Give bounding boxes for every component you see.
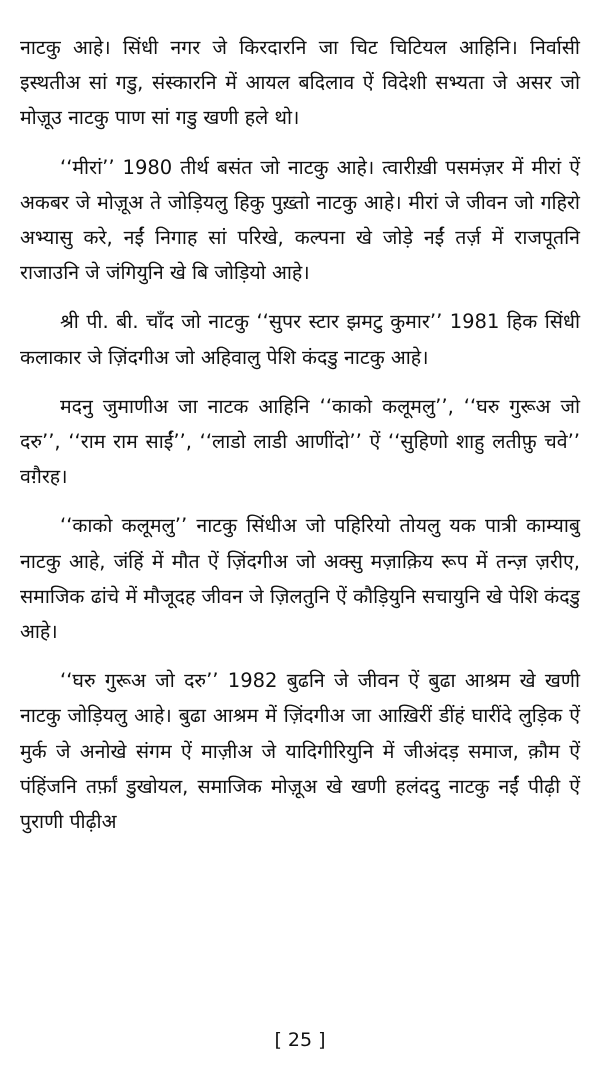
paragraph-5: ‘‘काको कलूमलु’’ नाटकु सिंधीअ जो पहिरियो तोयलु यक पात्री काम्याबु नाटकु आहे, जंहिं में मौत ऐं ज़िंदगीअ जो अक्सु मज़ाक़िय रूप में तन्ज़ ज़रीए, समाजिक ढांचे में मौजूदह जीवन जे ज़िलतुनि ऐं कौड़ियुनि सचायुनि खे पेशि कंदडु आहे। [20,514,580,644]
paragraph-6: ‘‘घरु गुरूअ जो दरु’’ 1982 बुढनि जे जीवन ऐं बुढा आश्रम खे खणी नाटकु जोड़ियलु आहे। बुढा आश्रम में ज़िंदगीअ जा आख़िरीं डींहं घारींदे लुड़िक ऐं मुर्क जे अनोखे संगम ऐं माज़ीअ जे यादिगीरियुनि में जीअंदड़ समाज, क़ौम ऐं पंहिंजनि तर्फ़ां डुखोयल, समाजिक मोज़ूअ खे खणी हलंददु नाटकु नईं पीढ़ी ऐं पुराणी पीढ़ीअ [20,669,580,834]
paragraph-4: मदनु जुमाणीअ जा नाटक आहिनि ‘‘काको कलूमलु’’, ‘‘घरु गुरूअ जो दरु’’, ‘‘राम राम साईं’’, ‘‘लाडो लाडी आणींदो’’ ऐं ‘‘सुहिणो शाहु लतीफ़ु चवे’’ वग़ैरह। [20,394,580,489]
paragraph-2: ‘‘मीरां’’ 1980 तीर्थ बसंत जो नाटकु आहे। त्वारीख़ी पसमंज़र में मीरां ऐं अकबर जे मोज़ूअ ते जोड़ियलु हिकु पुख़्तो नाटकु आहे। मीरां जे जीवन जो गहिरो अभ्यासु करे, नईं निगाह सां परिखे, कल्पना खे जोड़े नईं तर्ज़ में राजपूतनि राजाउनि जे जंगियुनि खे बि जोड़ियो आहे। [20,155,580,285]
page-number: [ 25 ] [274,1029,326,1051]
paragraph-1: नाटकु आहे। सिंधी नगर जे किरदारनि जा चिट चिटियल आहिनि। निर्वासी इस्थतीअ सां गडु, संस्कारनि में आयल बदिलाव ऐं विदेशी सभ्यता जे असर जो मोज़ूउ नाटकु पाण सां गडु खणी हले थो। [20,36,580,130]
paragraph-3: श्री पी. बी. चाँद जो नाटकु ‘‘सुपर स्टार झमटु कुमार’’ 1981 हिक सिंधी कलाकार जे ज़िंदगीअ जो अहिवालु पेशि कंदडु नाटकु आहे। [20,310,580,369]
